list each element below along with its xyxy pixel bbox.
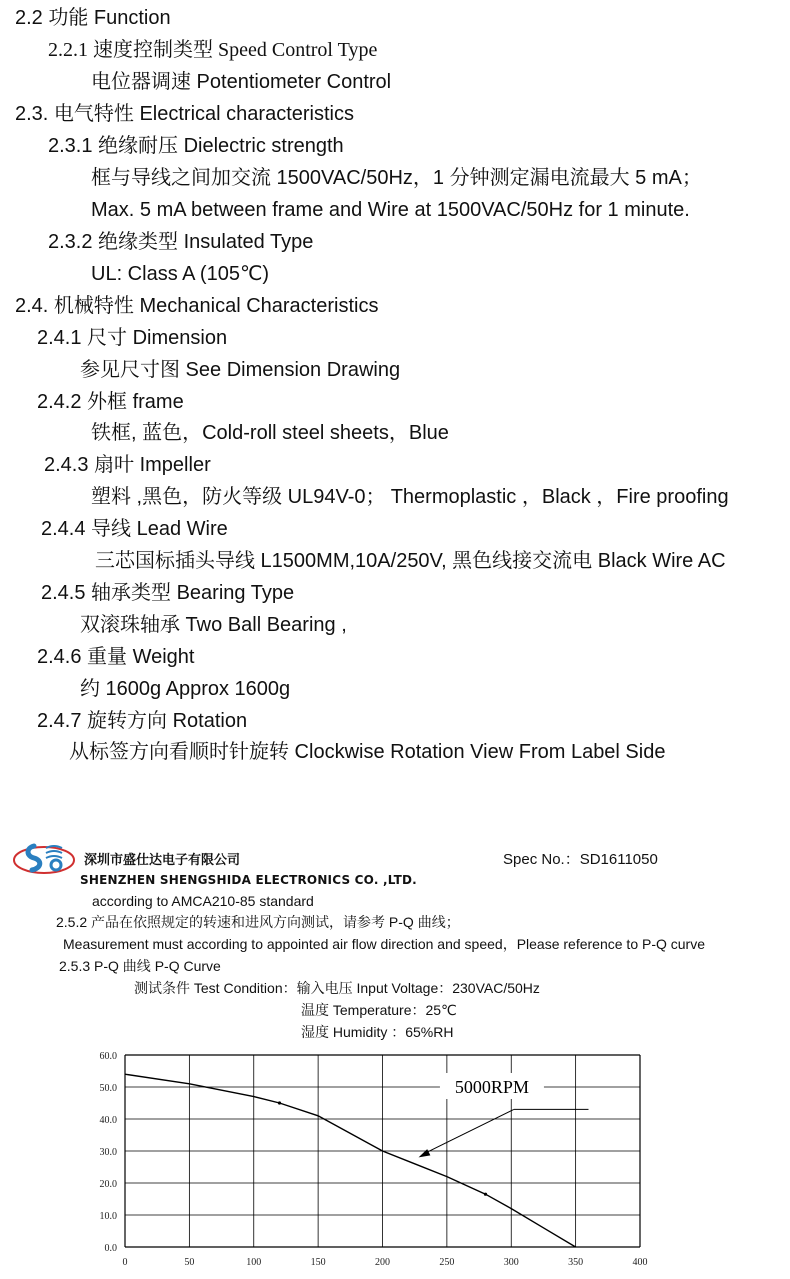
annotation-label: 5000RPM	[454, 1077, 529, 1097]
annotation-arrow-line	[425, 1109, 514, 1153]
doc-line-24: 从标签方向看顺时针旋转 Clockwise Rotation View From Label Side	[69, 741, 666, 763]
doc-line-19: 2.4.5 轴承类型 Bearing Type	[41, 582, 295, 604]
x-tick-label: 200	[375, 1257, 390, 1268]
doc-line-10: 2.4. 机械特性 Mechanical Characteristics	[15, 295, 379, 317]
pq-curve-chart	[0, 1040, 790, 1279]
pq-line-4: 2.5.3 P-Q 曲线 P-Q Curve	[59, 958, 221, 974]
doc-line-18: 三芯国标插头导线 L1500MM,10A/250V, 黑色线接交流电 Black Wire AC	[95, 550, 726, 572]
pq-line-1: according to AMCA210-85 standard	[92, 893, 314, 909]
doc-line-4: 2.3. 电气特性 Electrical characteristics	[15, 103, 354, 125]
pq-line-7: 湿度 Humidity ：65%RH	[301, 1024, 454, 1040]
y-tick-label: 50.0	[99, 1083, 117, 1094]
x-tick-label: 300	[503, 1257, 519, 1268]
x-tick-label: 250	[439, 1257, 455, 1268]
doc-line-5: 2.3.1 绝缘耐压 Dielectric strength	[48, 135, 344, 157]
annotation-arrowhead	[419, 1149, 431, 1157]
y-tick-label: 30.0	[99, 1147, 117, 1158]
pq-line-3: Measurement must according to appointed air flow direction and speed，Please reference to P-Q curve	[63, 936, 706, 952]
doc-line-6: 框与导线之间加交流 1500VAC/50Hz，1 分钟测定漏电流最大 5 mA；	[91, 167, 702, 189]
doc-line-23: 2.4.7 旋转方向 Rotation	[37, 710, 248, 732]
doc-line-14: 铁框, 蓝色，Cold-roll steel sheets，Blue	[91, 422, 449, 444]
doc-line-3: 电位器调速 Potentiometer Control	[91, 71, 392, 93]
doc-line-12: 参见尺寸图 See Dimension Drawing	[80, 359, 401, 381]
x-tick-label: 100	[246, 1257, 262, 1268]
pq-curve-line	[125, 1074, 576, 1247]
x-tick-label: 0	[122, 1257, 128, 1268]
curve-marker	[278, 1101, 281, 1104]
doc-line-21: 2.4.6 重量 Weight	[37, 646, 195, 668]
doc-line-11: 2.4.1 尺寸 Dimension	[37, 327, 228, 349]
doc-line-20: 双滚珠轴承 Two Ball Bearing ,	[80, 614, 347, 636]
doc-line-13: 2.4.2 外框 frame	[37, 391, 184, 413]
doc-line-1: 2.2 功能 Function	[15, 7, 171, 29]
curve-marker	[484, 1193, 487, 1196]
doc-line-2: 2.2.1 速度控制类型 Speed Control Type	[48, 39, 378, 61]
x-tick-label: 150	[310, 1257, 326, 1268]
y-tick-label: 60.0	[99, 1051, 117, 1062]
company-logo	[12, 838, 76, 878]
x-tick-label: 50	[184, 1257, 195, 1268]
doc-line-15: 2.4.3 扇叶 Impeller	[44, 454, 211, 476]
doc-line-17: 2.4.4 导线 Lead Wire	[41, 518, 228, 540]
x-tick-label: 400	[632, 1257, 648, 1268]
doc-line-7: Max. 5 mA between frame and Wire at 1500VAC/50Hz for 1 minute.	[91, 199, 690, 221]
pq-line-5: 测试条件 Test Condition：输入电压 Input Voltage：230VAC/50Hz	[134, 980, 540, 996]
pq-line-6: 温度 Temperature：25℃	[301, 1002, 457, 1018]
doc-line-22: 约 1600g Approx 1600g	[80, 678, 291, 700]
spec-number: Spec No.：SD1611050	[503, 851, 658, 868]
company-name-en: SHENZHEN SHENGSHIDA ELECTRONICS CO. ,LTD.	[80, 873, 417, 887]
company-name-cn: 深圳市盛仕达电子有限公司	[84, 853, 241, 868]
y-tick-label: 20.0	[99, 1179, 117, 1190]
pq-line-2: 2.5.2 产品在依照规定的转速和进风方向测试，请参考 P-Q 曲线；	[56, 914, 460, 930]
doc-line-8: 2.3.2 绝缘类型 Insulated Type	[48, 231, 314, 253]
x-tick-label: 350	[568, 1257, 584, 1268]
y-tick-label: 0.0	[104, 1243, 117, 1254]
y-tick-label: 10.0	[99, 1211, 117, 1222]
doc-line-16: 塑料 ,黑色，防火等级 UL94V-0； Thermoplastic ，Black ，Fire proofing	[91, 486, 729, 508]
doc-line-9: UL: Class A (105℃)	[91, 263, 270, 285]
y-tick-label: 40.0	[99, 1115, 117, 1126]
